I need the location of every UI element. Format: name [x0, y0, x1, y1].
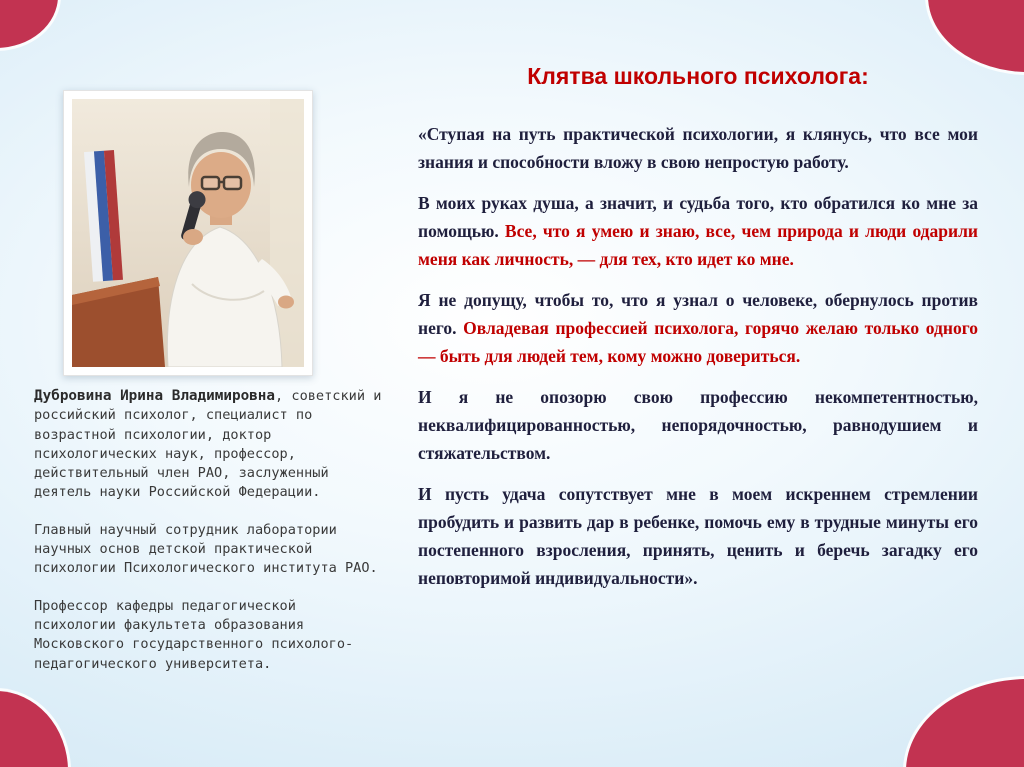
oath-segment-highlight: Все, что я умею и знаю, все, чем природа и люди одарили меня как личность, — для тех, кто идет ко мне. [418, 221, 979, 269]
oath-segment: В моих руках душа, а значит, и судьба того, кто обратился ко мне за помощью. [418, 193, 978, 241]
oath-segment-highlight: Овладевая профессией психолога, горячо желаю только одного — быть для людей тем, кому можно довериться. [418, 318, 978, 366]
oath-paragraph [418, 383, 978, 467]
corner-decoration-top-right [928, 0, 1024, 72]
oath-segment: И я не опозорю свою профессию некомпетентностью, неквалифицированностью, непорядочностью, равнодушием и стяжательством. [418, 387, 978, 463]
oath-segment: «Ступая на путь практической психологии, я клянусь, что все мои знания и способности вложу в свою непростую работу. [418, 124, 978, 172]
slide-title: Клятва школьного психолога: [527, 63, 869, 90]
corner-decoration-bottom-left [0, 691, 68, 767]
speaker-bio-intro [34, 386, 382, 503]
speaker-name: Дубровина Ирина Владимировна [34, 388, 276, 404]
oath-paragraph [418, 286, 978, 370]
oath-segment: Я не допущу, чтобы то, что я узнал о человеке, обернулось против него. [418, 290, 978, 338]
speaker-photo-frame [63, 90, 313, 376]
oath-segment: И пусть удача сопутствует мне в моем искреннем стремлении пробудить и развить дар в ребенке, помочь ему в трудные минуты его постепенного взросления, принять, ценить и беречь загадку его неповторимой индивидуальности». [418, 484, 978, 588]
speaker-bio-paragraph: Профессор кафедры педагогической психологии факультета образования Московского государственного психолого-педагогического университета. [34, 597, 354, 672]
oath-paragraph [418, 120, 978, 176]
speaker-photo [72, 99, 304, 367]
speaker-bio-paragraph: Главный научный сотрудник лаборатории научных основ детской практической психологии Психологического института РАО. [34, 521, 378, 577]
oath-paragraph [418, 189, 978, 273]
speaker-bio-intro-text: , советский и российский психолог, специалист по возрастной психологии, доктор психологических наук, профессор, действительный член РАО, заслуженный деятель науки Российской Федерации. [34, 388, 382, 501]
oath-paragraph [418, 480, 978, 592]
corner-decoration-top-left [0, 0, 58, 48]
corner-decoration-bottom-right [906, 679, 1024, 767]
speaker-bio [34, 386, 382, 692]
oath-text-block [418, 120, 978, 605]
